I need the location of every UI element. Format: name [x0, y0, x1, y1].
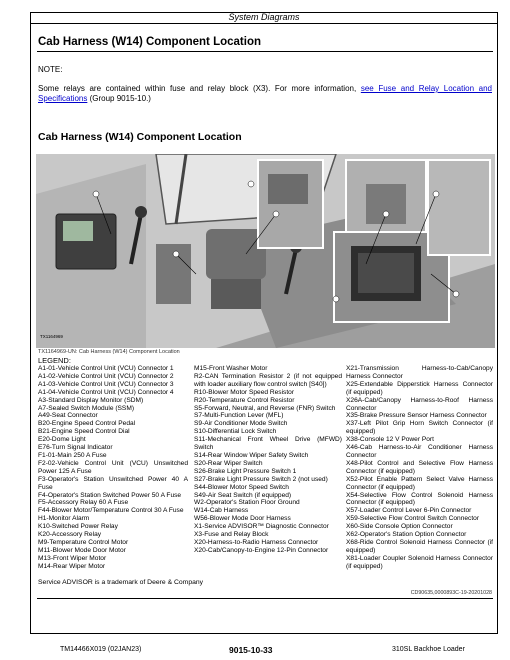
legend-item: X62-Operator's Station Option Connector — [346, 531, 467, 539]
legend-item: X59-Selective Flow Control Switch Connector — [346, 515, 480, 523]
legend-item: W14-Cab Harness — [194, 507, 249, 515]
legend-item: X57-Loader Control Lever 6-Pin Connector — [346, 507, 472, 515]
figure-code: CD90635,0000893C-19-20201028 — [410, 590, 492, 596]
legend-item: S9-Air Conditioner Mode Switch — [194, 420, 288, 428]
legend-column-1 — [38, 365, 188, 571]
legend-item: X20-Harness-to-Radio Harness Connector — [194, 538, 319, 546]
legend-item: X26A-Cab/Canopy Harness-to-Roof Harness Connector — [346, 396, 493, 412]
bottom-divider — [37, 598, 493, 599]
legend-item: F4-Operator's Station Switched Power 50 A Fuse — [38, 491, 182, 499]
legend-item: X48-Pilot Control and Selective Flow Harness Connector (if equipped) — [346, 459, 493, 475]
legend-item: X25-Extendable Dipperstick Harness Connector (if equipped) — [346, 380, 493, 396]
legend-item: A1-01-Vehicle Control Unit (VCU) Connector 1 — [38, 365, 174, 372]
footer-manual-id: TM14466X019 (02JAN23) — [60, 646, 142, 653]
legend-item: M11-Blower Mode Door Motor — [38, 546, 126, 554]
legend-item: R20-Temperature Control Resistor — [194, 396, 295, 404]
legend-item: A1-03-Vehicle Control Unit (VCU) Connector 3 — [38, 380, 174, 388]
legend-item: A3-Standard Display Monitor (SDM) — [38, 396, 144, 404]
legend-item: K20-Accessory Relay — [38, 531, 102, 539]
legend-item: W2-Operator's Station Floor Ground — [194, 499, 300, 507]
figure-image-id: TX1164969 — [40, 334, 63, 339]
footer-page-number: 9015-10-33 — [229, 645, 273, 655]
figure-title: Cab Harness (W14) Component Location — [38, 131, 242, 143]
note-body: Some relays are contained within fuse and relay block (X3). For more information, — [38, 84, 357, 93]
legend-item: F44-Blower Motor/Temperature Control 30 A Fuse — [38, 507, 184, 515]
legend-item: F5-Accessory Relay 60 A Fuse — [38, 499, 129, 507]
legend-item: X54-Selective Flow Control Solenoid Harness Connector (if equipped) — [346, 491, 493, 507]
section-title: Cab Harness (W14) Component Location — [38, 36, 261, 48]
legend-item: W56-Blower Mode Door Harness — [194, 515, 291, 523]
legend-item: R10-Blower Motor Speed Resistor — [194, 388, 295, 396]
legend-item: B20-Engine Speed Control Pedal — [38, 420, 136, 428]
legend-item: F2-02-Vehicle Control Unit (VCU) Unswitched Power 125 A Fuse — [38, 459, 188, 475]
header-title: System Diagrams — [30, 12, 498, 24]
legend-item: X21-Transmission Harness-to-Cab/Canopy Harness Connector — [346, 365, 493, 380]
legend-item: S11-Mechanical Front Wheel Drive (MFWD) Switch — [194, 436, 342, 452]
legend-item: M15-Front Washer Motor — [194, 365, 268, 372]
legend-item: X1-Service ADVISOR™ Diagnostic Connector — [194, 523, 329, 531]
figure-caption: TX1164969-UN: Cab Harness (W14) Component Location — [38, 349, 180, 355]
legend-item: X81-Loader Coupler Solenoid Harness Connector (if equipped) — [346, 554, 493, 570]
legend-item: X35-Brake Pressure Sensor Harness Connector — [346, 412, 487, 420]
legend-item: M9-Temperature Control Motor — [38, 538, 129, 546]
trademark-note: Service ADVISOR is a trademark of Deere & Company — [38, 579, 204, 586]
legend-item: S44-Blower Motor Speed Switch — [194, 483, 289, 491]
note-text — [38, 84, 492, 104]
legend-item: M14-Rear Wiper Motor — [38, 562, 106, 570]
legend-item: M13-Front Wiper Motor — [38, 554, 107, 562]
legend-title: LEGEND: — [38, 356, 71, 365]
legend-item: F3-Operator's Station Unswitched Power 40 A Fuse — [38, 475, 188, 491]
legend-item: S49-Air Seat Switch (if equipped) — [194, 491, 292, 499]
legend-column-3 — [346, 365, 493, 571]
legend-item: S7-Multi-Function Lever (MFL) — [194, 412, 284, 420]
legend-item: S14-Rear Window Wiper Safety Switch — [194, 451, 309, 459]
legend-item: F1-01-Main 250 A Fuse — [38, 451, 107, 459]
legend-item: E20-Dome Light — [38, 436, 86, 444]
note-label: NOTE: — [38, 65, 63, 74]
fuse-relay-link[interactable]: see Fuse and Relay Location and Specifications — [38, 84, 492, 103]
legend-item: A49-Seat Connector — [38, 412, 98, 420]
legend-item: X52-Pilot Enable Pattern Select Valve Harness Connector (if equipped) — [346, 475, 493, 491]
legend-column-2 — [194, 365, 342, 555]
legend-item: X60-Side Console Option Connector — [346, 523, 453, 531]
legend-item: K10-Switched Power Relay — [38, 523, 118, 531]
legend-item: E76-Turn Signal Indicator — [38, 444, 113, 452]
legend-item: S10-Differential Lock Switch — [194, 428, 277, 436]
note-suffix: (Group 9015-10.) — [89, 94, 151, 103]
legend-item: A7-Sealed Switch Module (SSM) — [38, 404, 135, 412]
cab-illustration — [36, 154, 495, 348]
legend-item: B21-Engine Speed Control Dial — [38, 428, 130, 436]
legend-item: X20-Cab/Canopy-to-Engine 12-Pin Connector — [194, 546, 329, 554]
footer-model: 310SL Backhoe Loader — [392, 646, 465, 653]
legend-item: S5-Forward, Neutral, and Reverse (FNR) Switch — [194, 404, 336, 412]
cab-harness-figure — [36, 154, 495, 348]
legend-item: X3-Fuse and Relay Block — [194, 531, 269, 539]
legend-item: S26-Brake Light Pressure Switch 1 — [194, 467, 297, 475]
legend-item: A1-02-Vehicle Control Unit (VCU) Connector 2 — [38, 372, 174, 380]
legend-item: S20-Rear Wiper Switch — [194, 459, 263, 467]
legend-item: X37-Left Pilot Grip Horn Switch Connector (if equipped) — [346, 420, 493, 436]
legend-item: X46-Cab Harness-to-Air Conditioner Harness Connector — [346, 444, 493, 459]
title-divider — [37, 51, 493, 52]
legend-item: X68-Ride Control Solenoid Harness Connector (if equipped) — [346, 538, 493, 554]
legend-item: R2-CAN Termination Resistor 2 (if not equipped with loader auxiliary flow control switch [S40]) — [194, 372, 342, 388]
legend-item: A1-04-Vehicle Control Unit (VCU) Connector 4 — [38, 388, 174, 396]
legend-item: S27-Brake Light Pressure Switch 2 (not used) — [194, 475, 328, 483]
legend-item: X38-Console 12 V Power Port — [346, 436, 434, 444]
legend-item: H1-Monitor Alarm — [38, 515, 90, 523]
